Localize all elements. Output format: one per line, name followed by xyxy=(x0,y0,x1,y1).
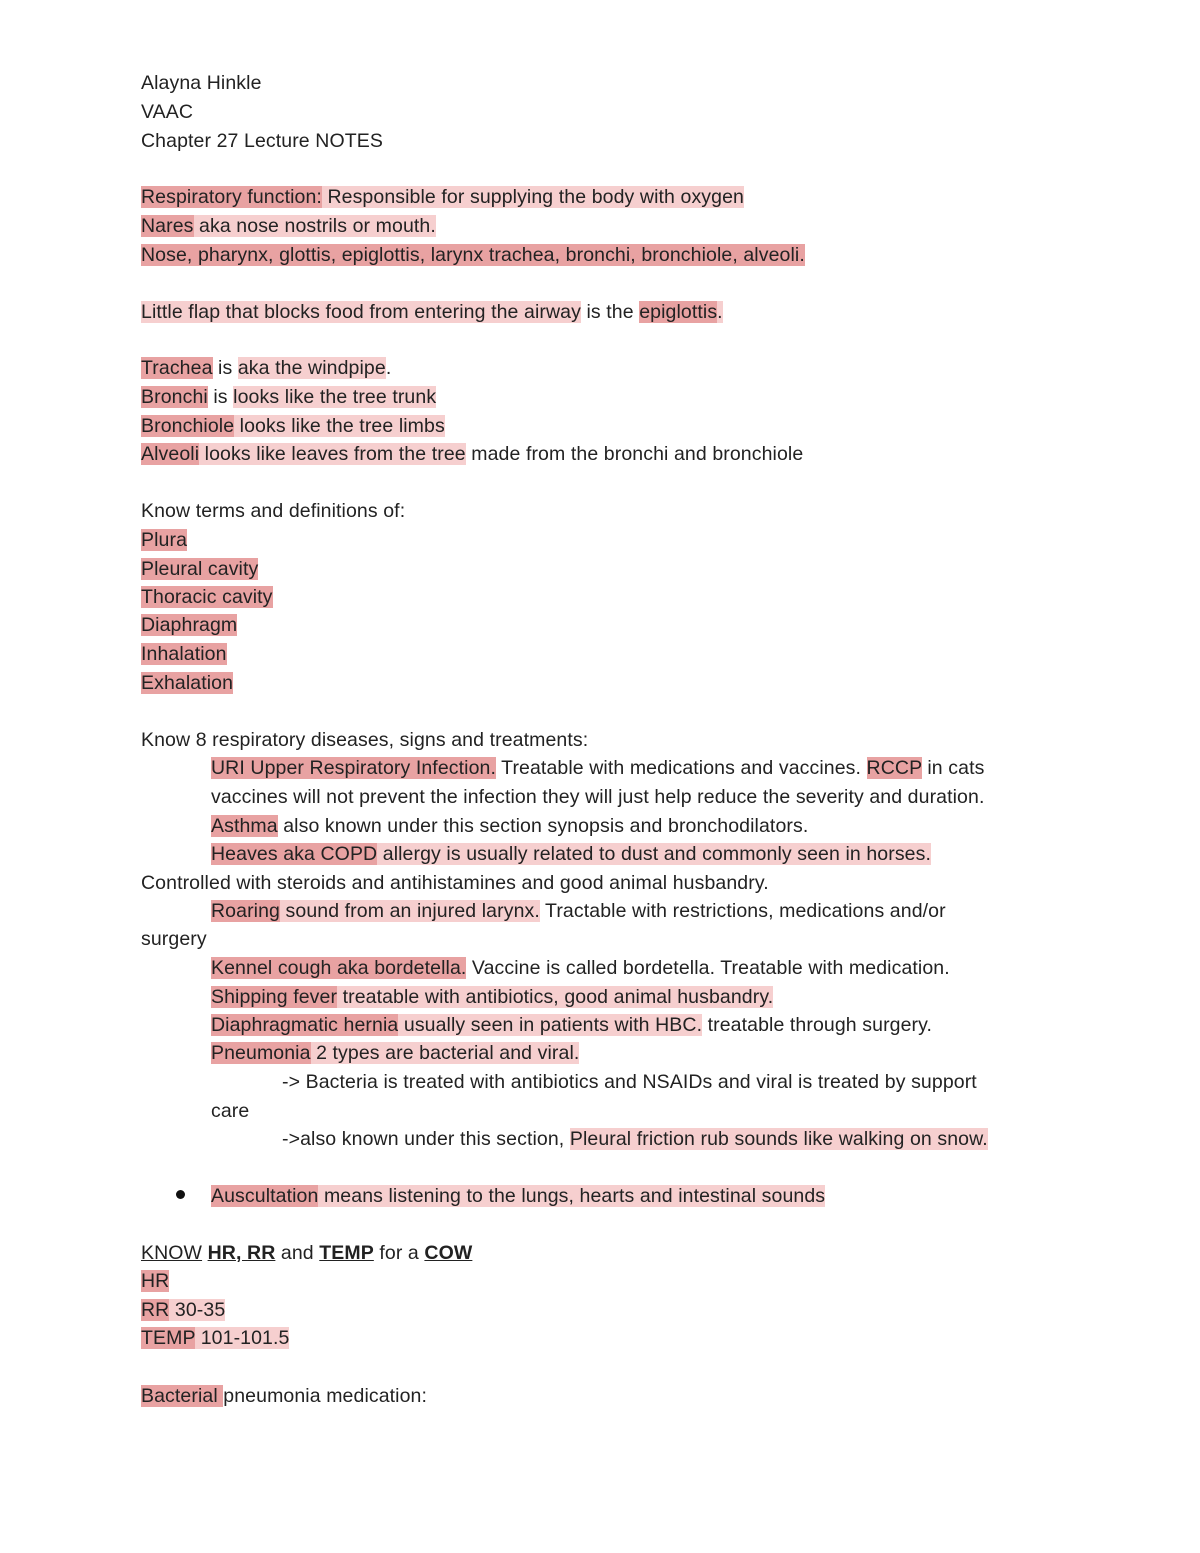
term-item xyxy=(141,670,233,696)
heaves-term: Heaves aka COPD xyxy=(211,843,378,865)
epiglottis-connector: is the xyxy=(580,301,640,323)
pneumonia-subnote-1: -> Bacteria is treated with antibiotics and NSAIDs and viral is treated by support xyxy=(282,1071,977,1093)
bronchi-is: is xyxy=(207,386,234,408)
nares-term: Nares xyxy=(141,215,194,237)
trachea-definition: aka the windpipe xyxy=(237,357,386,379)
trachea-line xyxy=(141,355,391,381)
kennel-cough-term: Kennel cough aka bordetella. xyxy=(211,957,467,979)
rr-value: 30-35 xyxy=(169,1299,226,1321)
pneumonia-line xyxy=(211,1040,579,1066)
bacterial-pneumonia-line xyxy=(141,1383,427,1409)
asthma-term: Asthma xyxy=(211,815,278,837)
epiglottis-period: . xyxy=(717,301,723,323)
diseases-heading: Know 8 respiratory diseases, signs and treatments: xyxy=(141,729,589,751)
term-label: Pleural cavity xyxy=(141,558,259,580)
bronchi-line xyxy=(141,384,436,410)
temp-label: TEMP xyxy=(141,1327,196,1349)
document-title: Chapter 27 Lecture NOTES xyxy=(141,130,383,152)
roaring-line xyxy=(211,898,946,924)
respiratory-function-line xyxy=(141,184,744,210)
bronchi-definition: looks like the tree trunk xyxy=(233,386,437,408)
term-label: Diaphragm xyxy=(141,614,238,636)
pneumonia-subnote-1-continuation: care xyxy=(211,1100,250,1122)
hr-label: HR xyxy=(141,1270,170,1292)
trachea-term: Trachea xyxy=(141,357,213,379)
uri-definition: Treatable with medications and vaccines. xyxy=(495,757,867,779)
vitals-know: KNOW xyxy=(141,1242,203,1264)
nares-definition: aka nose nostrils or mouth. xyxy=(193,215,436,237)
bronchiole-term: Bronchiole xyxy=(141,415,235,437)
pneumonia-subnote-2-prefix: ->also known under this section, xyxy=(282,1128,570,1150)
auscultation-term: Auscultation xyxy=(211,1185,319,1207)
term-label: Exhalation xyxy=(141,672,234,694)
rccp-definition: in cats xyxy=(921,757,985,779)
rr-line xyxy=(141,1297,225,1323)
vitals-and: and xyxy=(275,1242,320,1264)
airway-path-line xyxy=(141,242,805,268)
alveoli-line xyxy=(141,441,803,467)
roaring-term: Roaring xyxy=(211,900,280,922)
bronchiole-definition: looks like the tree limbs xyxy=(234,415,445,437)
bronchi-term: Bronchi xyxy=(141,386,208,408)
diaphragmatic-hernia-definition: usually seen in patients with HBC. xyxy=(398,1014,703,1036)
vitals-temp: TEMP xyxy=(319,1242,374,1264)
rr-label: RR xyxy=(141,1299,170,1321)
asthma-definition: also known under this section synopsis and bronchodilators. xyxy=(277,815,809,837)
uri-term: URI Upper Respiratory Infection. xyxy=(211,757,496,779)
course-name: VAAC xyxy=(141,101,194,123)
pneumonia-subnote-2 xyxy=(282,1126,988,1152)
epiglottis-term: epiglottis xyxy=(639,301,718,323)
bronchiole-line xyxy=(141,413,445,439)
trachea-is: is xyxy=(212,357,238,379)
heaves-line xyxy=(211,841,931,867)
diaphragmatic-hernia-term: Diaphragmatic hernia xyxy=(211,1014,399,1036)
pneumonia-term: Pneumonia xyxy=(211,1042,311,1064)
nares-line xyxy=(141,213,436,239)
trachea-period: . xyxy=(385,357,392,379)
vitals-cow: COW xyxy=(424,1242,473,1264)
respiratory-function-term: Respiratory function: xyxy=(141,186,322,208)
epiglottis-line xyxy=(141,299,723,325)
respiratory-function-definition: Responsible for supplying the body with oxygen xyxy=(321,186,744,208)
term-label: Thoracic cavity xyxy=(141,586,273,608)
shipping-fever-line xyxy=(211,984,773,1010)
term-item xyxy=(141,612,237,638)
vitals-rr: RR xyxy=(247,1242,276,1264)
alveoli-definition: looks like leaves from the tree xyxy=(199,443,466,465)
shipping-fever-term: Shipping fever xyxy=(211,986,338,1008)
alveoli-rest: made from the bronchi and bronchiole xyxy=(465,443,804,465)
vitals-heading xyxy=(141,1240,472,1266)
terms-heading: Know terms and definitions of: xyxy=(141,500,406,522)
asthma-line xyxy=(211,813,808,839)
diaphragmatic-hernia-line xyxy=(211,1012,932,1038)
airway-path-text: Nose, pharynx, glottis, epiglottis, larynx trachea, bronchi, bronchiole, alveoli. xyxy=(141,244,805,266)
bullet-icon xyxy=(176,1190,185,1199)
heaves-continuation: Controlled with steroids and antihistamines and good animal husbandry. xyxy=(141,872,769,894)
term-label: Plura xyxy=(141,529,188,551)
kennel-cough-definition: Vaccine is called bordetella. Treatable with medication. xyxy=(466,957,950,979)
uri-continuation: vaccines will not prevent the infection they will just help reduce the severity and duration. xyxy=(211,786,985,808)
alveoli-term: Alveoli xyxy=(141,443,200,465)
heaves-definition: allergy is usually related to dust and commonly seen in horses. xyxy=(377,843,931,865)
hr-line xyxy=(141,1268,169,1294)
author-name: Alayna Hinkle xyxy=(141,72,262,94)
auscultation-line xyxy=(211,1183,825,1209)
term-label: Inhalation xyxy=(141,643,227,665)
roaring-definition: sound from an injured larynx. xyxy=(280,900,540,922)
term-item xyxy=(141,527,187,553)
vitals-comma: , xyxy=(235,1242,248,1264)
temp-line xyxy=(141,1325,289,1351)
rccp-term: RCCP xyxy=(866,757,922,779)
term-item xyxy=(141,641,227,667)
diaphragmatic-hernia-rest: treatable through surgery. xyxy=(702,1014,933,1036)
term-item xyxy=(141,584,273,610)
vitals-for-a: for a xyxy=(373,1242,425,1264)
temp-value: 101-101.5 xyxy=(195,1327,290,1349)
kennel-cough-line xyxy=(211,955,950,981)
vitals-hr: HR xyxy=(207,1242,236,1264)
epiglottis-description: Little flap that blocks food from entering the airway xyxy=(141,301,581,323)
bacterial-term: Bacterial xyxy=(141,1385,224,1407)
term-item xyxy=(141,556,258,582)
uri-line xyxy=(211,755,984,781)
pneumonia-definition: 2 types are bacterial and viral. xyxy=(310,1042,580,1064)
roaring-rest: Tractable with restrictions, medications and/or xyxy=(539,900,946,922)
bacterial-rest: pneumonia medication: xyxy=(223,1385,428,1407)
roaring-continuation: surgery xyxy=(141,928,207,950)
shipping-fever-definition: treatable with antibiotics, good animal husbandry. xyxy=(337,986,774,1008)
auscultation-definition: means listening to the lungs, hearts and intestinal sounds xyxy=(318,1185,826,1207)
pleural-friction-rub-note: Pleural friction rub sounds like walking on snow. xyxy=(569,1128,988,1150)
